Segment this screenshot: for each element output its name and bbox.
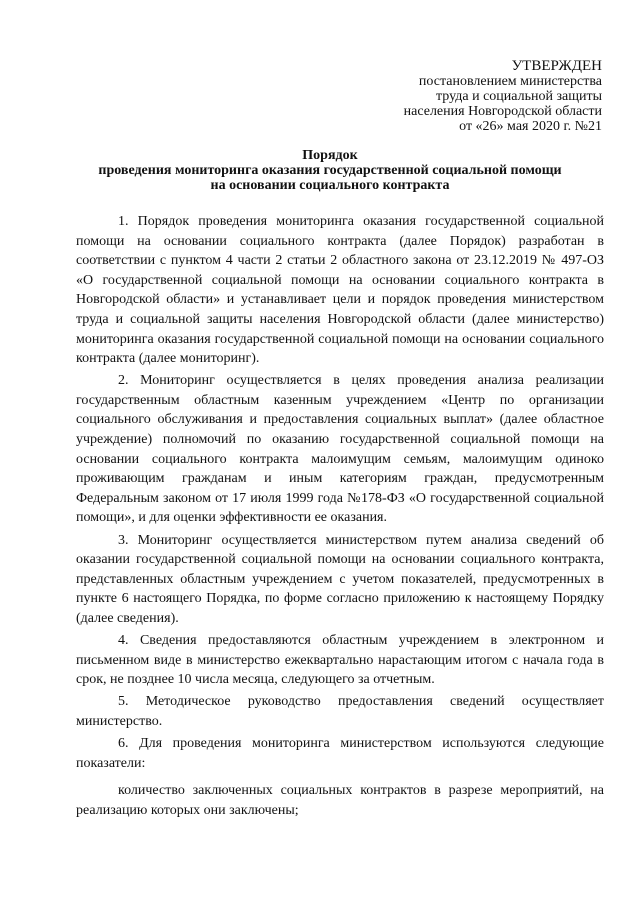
approval-date-line: от «26» мая 2020 г. №21 [459, 119, 602, 134]
paragraph-4: 4. Сведения предоставляются областным учреждением в электронном и письменном виде в министерство ежеквартально нарастающим итогом с начала года в срок, не позднее 10 числа месяца, следующего за отчетным. [76, 632, 604, 688]
paragraph-1: 1. Порядок проведения мониторинга оказания государственной социальной помощи на основании социального контракта (далее Порядок) разработан в соответствии с пунктом 4 части 2 статьи 2 областного закона от 23.12.2019 № 497-ОЗ «О государственной социальной помощи на основании социального контракта в Новгородской области» и устанавливает цели и порядок проведения министерством труда и социальной защиты населения Новгородской области (далее министерство) мониторинга оказания государственной социальной помощи на основании социального контракта (далее мониторинг). [76, 214, 604, 367]
paragraph-5: 5. Методическое руководство предоставления сведений осуществляет министерство. [76, 694, 604, 729]
title-line: проведения мониторинга оказания государственной социальной помощи [98, 163, 562, 178]
approval-stamp-block [404, 58, 602, 134]
paragraph-2: 2. Мониторинг осуществляется в целях проведения анализа реализации государственным областным казенным учреждением «Центр по организации социального обслуживания и предоставления социальных выплат» (далее областное учреждение) полномочий по оказанию государственной социальной помощи на основании социального контракта малоимущим семьям, малоимущим одиноко проживающим гражданам и иным категориям граждан, предусмотренным Федеральным законом от 17 июля 1999 года №178-ФЗ «О государственной социальной помощи», и для оценки эффективности ее оказания. [76, 373, 604, 526]
approval-heading: УТВЕРЖДЕН [511, 58, 602, 74]
paragraph-6: 6. Для проведения мониторинга министерством используются следующие показатели: [76, 735, 604, 771]
approval-line: постановлением министерства [418, 74, 602, 89]
approval-line: населения Новгородской области [403, 104, 602, 119]
document-title [60, 148, 600, 193]
title-line: на основании социального контракта [210, 178, 450, 193]
paragraph-indicator-1: количество заключенных социальных контрактов в разрезе мероприятий, на реализацию которых они заключены; [76, 783, 604, 818]
approval-line: труда и социальной защиты [436, 89, 602, 104]
title-line: Порядок [302, 148, 358, 163]
paragraph-3: 3. Мониторинг осуществляется министерством путем анализа сведений об оказании государственной социальной помощи на основании социального контракта, представленных областным учреждением с учетом показателей, предусмотренных в пункте 6 настоящего Порядка, по форме согласно приложению к настоящему Порядку (далее сведения). [76, 532, 604, 626]
document-body [76, 212, 604, 823]
